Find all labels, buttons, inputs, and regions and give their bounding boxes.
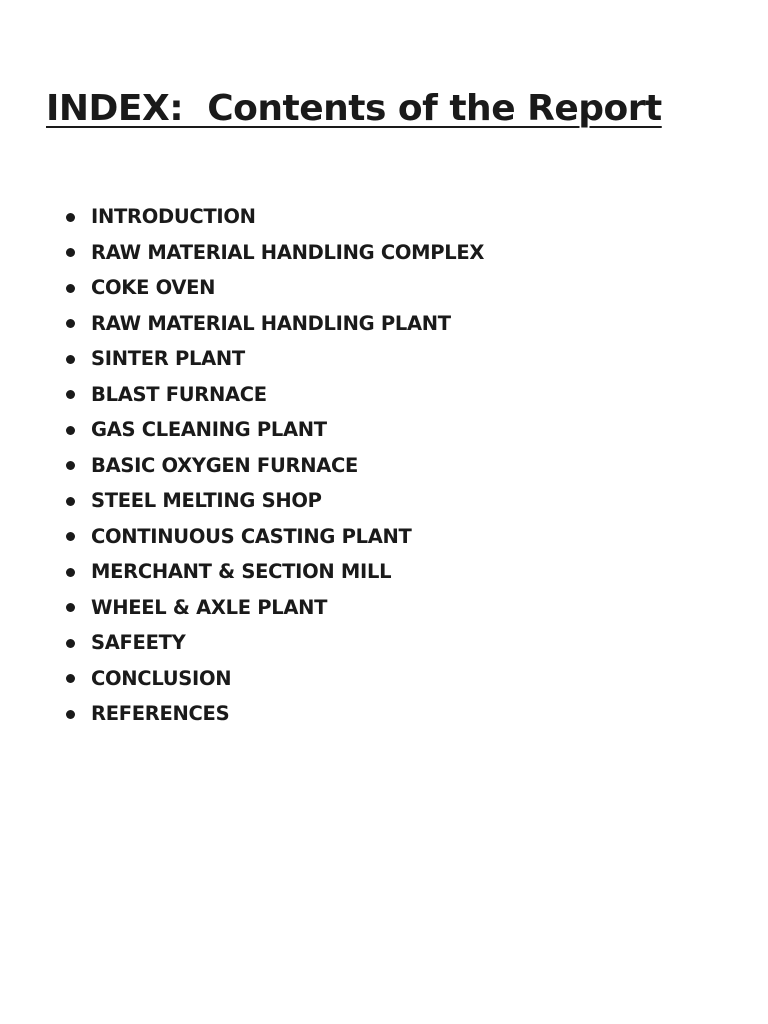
bullet-icon <box>66 603 75 612</box>
bullet-icon <box>66 497 75 506</box>
list-item <box>66 199 484 235</box>
contents-list <box>66 199 484 732</box>
list-item-label: BLAST FURNACE <box>91 382 267 406</box>
bullet-icon <box>66 674 75 683</box>
bullet-icon <box>66 248 75 257</box>
bullet-icon <box>66 355 75 364</box>
list-item <box>66 483 484 519</box>
list-item <box>66 377 484 413</box>
list-item-label: REFERENCES <box>91 702 230 725</box>
list-item-label: COKE OVEN <box>91 276 216 299</box>
bullet-icon <box>66 213 75 222</box>
list-item <box>66 661 484 697</box>
bullet-icon <box>66 639 75 648</box>
list-item-label: RAW MATERIAL HANDLING COMPLEX <box>91 240 485 264</box>
bullet-icon <box>66 390 75 399</box>
bullet-icon <box>66 568 75 577</box>
list-item <box>66 696 484 732</box>
list-item <box>66 306 484 342</box>
list-item <box>66 235 484 271</box>
list-item <box>66 625 484 661</box>
list-item-label: STEEL MELTING SHOP <box>91 489 322 512</box>
list-item-label: WHEEL & AXLE PLANT <box>91 595 328 619</box>
list-item-label: MERCHANT & SECTION MILL <box>91 560 392 583</box>
bullet-icon <box>66 461 75 470</box>
list-item-label: BASIC OXYGEN FURNACE <box>91 453 359 477</box>
bullet-icon <box>66 284 75 293</box>
list-item <box>66 590 484 626</box>
list-item-label: SINTER PLANT <box>91 347 245 370</box>
list-item-label: GAS CLEANING PLANT <box>91 418 327 441</box>
list-item <box>66 270 484 306</box>
list-item <box>66 554 484 590</box>
bullet-icon <box>66 319 75 328</box>
list-item-label: CONTINUOUS CASTING PLANT <box>91 524 412 548</box>
list-item <box>66 341 484 377</box>
bullet-icon <box>66 426 75 435</box>
list-item-label: SAFEETY <box>91 631 186 654</box>
list-item-label: RAW MATERIAL HANDLING PLANT <box>91 311 451 335</box>
bullet-icon <box>66 532 75 541</box>
list-item <box>66 519 484 555</box>
list-item <box>66 412 484 448</box>
page-title: INDEX: Contents of the Report <box>46 88 662 129</box>
list-item-label: INTRODUCTION <box>91 205 256 228</box>
list-item <box>66 448 484 484</box>
bullet-icon <box>66 710 75 719</box>
list-item-label: CONCLUSION <box>91 666 232 690</box>
